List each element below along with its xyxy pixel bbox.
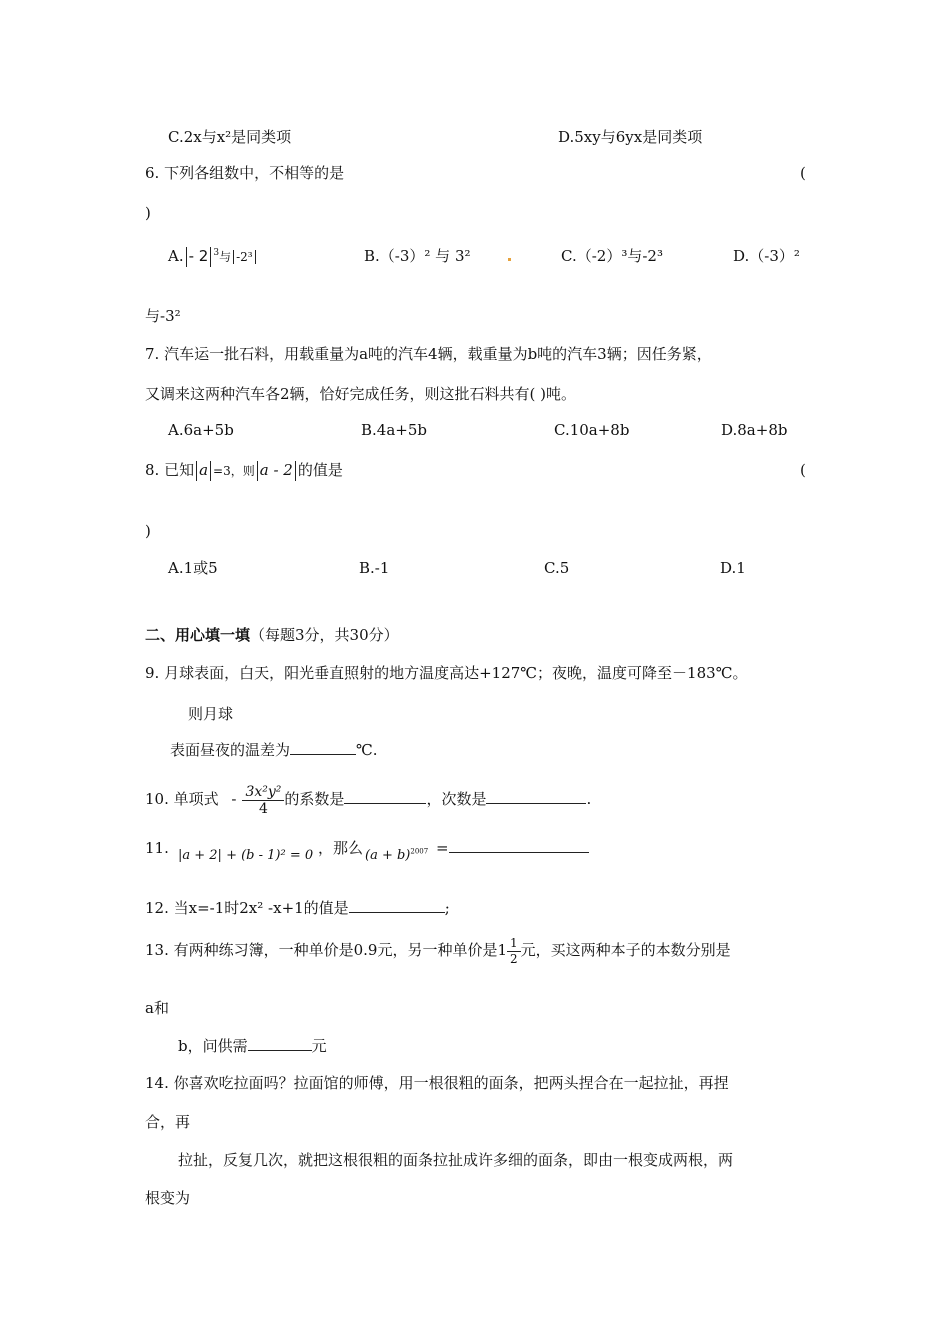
q6-option-a	[168, 246, 258, 267]
q14-line4: 根变为	[145, 1189, 191, 1207]
abs-bar-left	[186, 247, 187, 267]
q8-paren-close: )	[145, 522, 151, 540]
q8-option-b: B.-1	[359, 559, 390, 577]
section2-heading	[145, 625, 399, 645]
q5-option-c: C.2x与x²是同类项	[168, 128, 292, 146]
q10-fraction	[242, 784, 284, 817]
q12-text: 12. 当x=-1时2x² -x+1的值是	[145, 899, 349, 917]
q10-numerator: 3x²y²	[242, 784, 284, 801]
q10-denominator: 4	[258, 800, 268, 817]
q13-line3	[178, 1036, 327, 1056]
q13-answer-blank[interactable]	[248, 1036, 312, 1051]
q9-line3-post: ℃.	[356, 741, 378, 759]
abs-bar-left	[257, 461, 258, 481]
q14-line1: 14. 你喜欢吃拉面吗？拉面馆的师傅，用一根很粗的面条，把两头捏合在一起拉扯，再捏	[145, 1074, 729, 1092]
q11-expr2-text: (a + b)	[365, 848, 411, 863]
q6-option-a-base: - 2	[188, 247, 209, 265]
q8-stem	[145, 460, 343, 481]
q8-stem-post: 的值是	[297, 461, 343, 479]
q10-coefficient-blank[interactable]	[344, 789, 426, 804]
q10-line	[145, 777, 591, 821]
q6-paren-open: (	[800, 164, 806, 182]
section2-title: 二、用心填一填	[145, 626, 251, 644]
q8-stem-pre: 8. 已知	[145, 461, 195, 479]
q11-expr-text: |a + 2| + (b - 1)² = 0	[178, 848, 314, 863]
abs-bar-right	[210, 461, 211, 481]
q8-abs-a: a	[199, 461, 209, 479]
q10-pre: 10. 单项式	[145, 790, 219, 808]
q6-option-a-second: -2³	[236, 250, 253, 264]
q11-mid: ，那么	[318, 839, 364, 857]
q12-line	[145, 898, 450, 918]
q6-option-d-cont: 与-3²	[145, 307, 181, 325]
q9-line1: 9. 月球表面，白天，阳光垂直照射的地方温度高达+127℃；夜晚，温度可降至－183℃。	[145, 664, 748, 682]
q11-eq: =	[436, 839, 449, 857]
q10-degree-blank[interactable]	[486, 789, 586, 804]
q8-eq: =3，则	[213, 464, 255, 478]
q10-mid: 的系数是	[284, 790, 345, 808]
q13-fraction	[507, 936, 521, 967]
q9-line2: 则月球	[188, 705, 234, 723]
q8-option-d: D.1	[720, 559, 746, 577]
q14-line3: 拉扯，反复几次，就把这根很粗的面条拉扯成许多细的面条，即由一根变成两根，两	[178, 1151, 734, 1169]
q7-line1: 7. 汽车运一批石料，用载重量为a吨的汽车4辆，载重量为b吨的汽车3辆；因任务紧，	[145, 345, 712, 363]
q10-mid2: ，次数是	[426, 790, 487, 808]
q8-option-a: A.1或5	[168, 559, 218, 577]
q7-option-d: D.8a+8b	[721, 421, 788, 439]
q11-expr	[178, 846, 313, 866]
q6-option-c: C.（-2）³与-2³	[561, 247, 663, 265]
q13-whole: 1	[497, 941, 508, 959]
q6-option-a-label: A.	[168, 247, 184, 265]
q10-end: .	[586, 790, 592, 808]
abs-bar-right	[295, 461, 296, 481]
q13-line2: a和	[145, 999, 169, 1017]
q7-line2: 又调来这两种汽车各2辆，恰好完成任务，则这批石料共有( )吨。	[145, 385, 577, 403]
q7-option-a: A.6a+5b	[168, 421, 234, 439]
q11-answer	[436, 838, 589, 858]
q13-pre: 13. 有两种练习簿，一种单价是0.9元，另一种单价是	[145, 941, 498, 959]
abs-bar-left	[196, 461, 197, 481]
q13-line3-pre: b，问供需	[178, 1037, 248, 1055]
q6-option-a-exp: 3	[213, 248, 220, 258]
q11-num: 11.	[145, 839, 169, 857]
q7-option-c: C.10a+8b	[554, 421, 630, 439]
q13-line1	[145, 930, 731, 970]
q12-end: ;	[444, 899, 450, 917]
q9-answer-blank[interactable]	[290, 740, 356, 755]
q13-frac-den: 2	[510, 951, 518, 966]
q13-line3-post: 元	[311, 1037, 327, 1055]
abs-bar-left	[233, 250, 234, 264]
q6-option-d: D.（-3）²	[733, 247, 800, 265]
mark-dot	[508, 258, 511, 261]
q10-minus: -	[231, 790, 237, 808]
section2-note: （每题3分，共30分）	[250, 626, 399, 644]
q7-option-b: B.4a+5b	[361, 421, 427, 439]
q6-option-a-mid: 与	[219, 250, 232, 264]
abs-bar-right	[255, 250, 256, 264]
q9-line3	[170, 740, 378, 760]
q13-post: 元，买这两种本子的本数分别是	[520, 941, 731, 959]
q6-paren-close: )	[145, 204, 151, 222]
q5-option-d: D.5xy与6yx是同类项	[558, 128, 703, 146]
q11-answer-blank[interactable]	[449, 838, 589, 853]
q11-exp: 2007	[410, 847, 429, 856]
q6-option-b: B.（-3）² 与 3²	[364, 247, 471, 265]
q8-abs-expr: a - 2	[259, 461, 293, 479]
q6-stem: 6. 下列各组数中，不相等的是	[145, 164, 345, 182]
q12-answer-blank[interactable]	[349, 898, 445, 913]
q11-expr2	[365, 846, 428, 866]
abs-bar-right	[210, 247, 211, 267]
q14-line2: 合，再	[145, 1113, 191, 1131]
q8-option-c: C.5	[544, 559, 570, 577]
q13-frac-num: 1	[507, 936, 521, 952]
q8-paren-open: (	[800, 461, 806, 479]
q9-line3-pre: 表面昼夜的温差为	[170, 741, 291, 759]
